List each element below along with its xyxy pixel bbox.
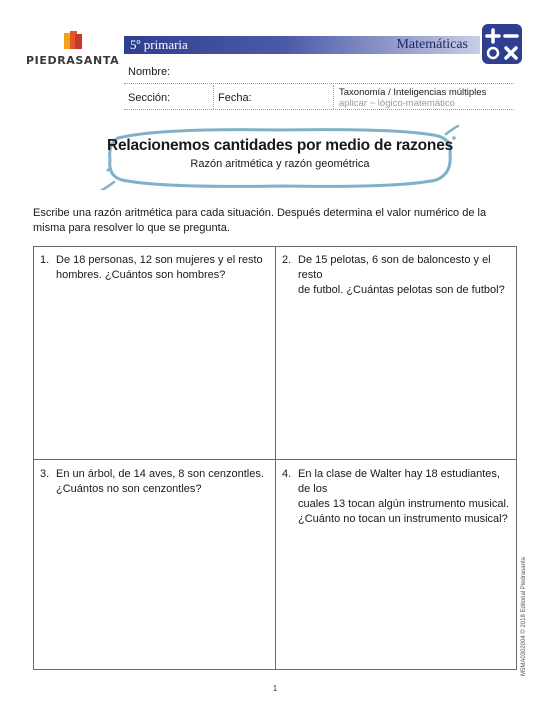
book-logo-icon xyxy=(62,30,84,52)
taxonomy-sub-label: aplicar ~ lógico-matemático xyxy=(339,98,455,109)
grid-horizontal-divider xyxy=(34,459,516,460)
section-line[interactable] xyxy=(124,109,514,110)
problem-number: 2. xyxy=(282,254,292,266)
problem-line: de futbol. ¿Cuántas pelotas son de futbol? xyxy=(298,284,505,296)
problem-line: De 15 pelotas, 6 son de baloncesto y el resto xyxy=(298,254,491,281)
problem-number: 1. xyxy=(40,254,50,266)
plus-minus-times-icon xyxy=(482,24,522,64)
section-field-label: Sección: xyxy=(128,92,171,104)
problem-grid xyxy=(33,246,517,670)
problem-cell-2[interactable] xyxy=(282,253,512,453)
subject-label: Matemáticas xyxy=(396,37,468,52)
date-taxonomy-divider xyxy=(333,85,334,109)
worksheet-subtitle: Razón aritmética y razón geométrica xyxy=(190,158,370,170)
problem-cell-3[interactable] xyxy=(40,467,268,663)
problem-line: De 18 personas, 12 son mujeres y el resto xyxy=(56,254,263,266)
brand-name: PIEDRASANTA xyxy=(26,54,120,67)
grid-vertical-divider xyxy=(275,247,276,669)
problem-number: 4. xyxy=(282,468,292,480)
problem-line: cuales 13 tocan algún instrumento musical. xyxy=(298,498,509,510)
title-banner-shape xyxy=(100,124,460,190)
problem-cell-4[interactable] xyxy=(282,467,512,663)
date-field-label: Fecha: xyxy=(218,92,252,104)
problem-line: En la clase de Walter hay 18 estudiantes, de los xyxy=(298,468,500,495)
header-band xyxy=(124,36,480,54)
taxonomy-label: Taxonomía / Inteligencias múltiples xyxy=(339,87,487,98)
instructions-text: Escribe una razón aritmética para cada situación. Después determina el valor numérico de la misma para resolver lo que se pregunta. xyxy=(33,207,487,234)
name-line[interactable] xyxy=(124,83,514,84)
problem-line: En un árbol, de 14 aves, 8 son cenzontles. xyxy=(56,468,264,480)
grade-label: 5º primaria xyxy=(130,37,188,52)
publisher-logo xyxy=(26,30,118,74)
worksheet-title: Relacionemos cantidades por medio de razones xyxy=(106,137,454,154)
problem-line: hombres. ¿Cuántos son hombres? xyxy=(56,269,226,281)
problem-line: ¿Cuántos no son cenzontles? xyxy=(56,483,202,495)
name-field-label: Nombre: xyxy=(128,66,171,78)
document-code: M5MA0302004 © 2018 Editorial Piedrasanta xyxy=(521,557,527,676)
section-date-divider xyxy=(213,85,214,109)
page-number: 1 xyxy=(272,684,278,693)
problem-line: ¿Cuánto no tocan un instrumento musical? xyxy=(298,513,508,525)
problem-number: 3. xyxy=(40,468,50,480)
problem-cell-1[interactable] xyxy=(40,253,268,453)
